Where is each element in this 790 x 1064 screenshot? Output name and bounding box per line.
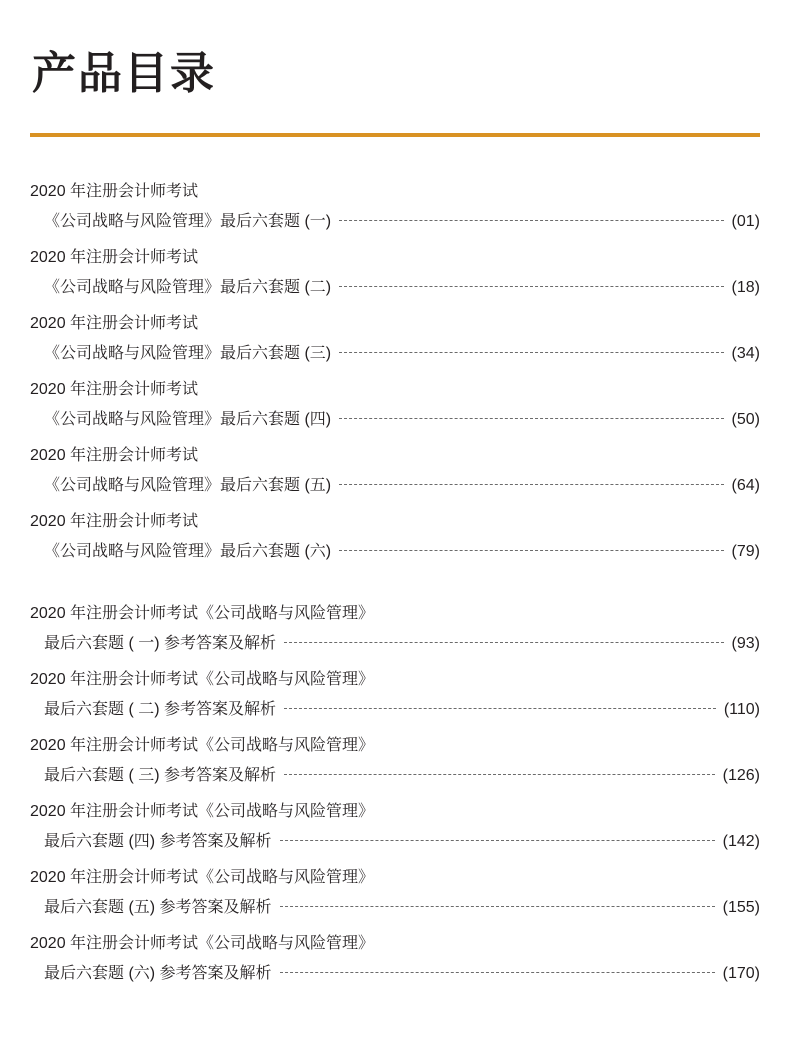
toc-entry[interactable] bbox=[30, 863, 760, 923]
toc-group-answer-keys bbox=[30, 599, 760, 989]
toc-entry-line1: 2020 年注册会计师考试 bbox=[30, 512, 199, 530]
toc-entry-line1: 2020 年注册会计师考试 bbox=[30, 182, 199, 200]
toc-entry[interactable] bbox=[30, 731, 760, 791]
toc-entry-line2 bbox=[30, 695, 760, 725]
toc-leader-dots bbox=[339, 483, 723, 485]
toc-page-number: (110) bbox=[723, 700, 760, 718]
toc-entry-line1: 2020 年注册会计师考试《公司战略与风险管理》 bbox=[30, 736, 375, 754]
toc-group-exam-papers bbox=[30, 177, 760, 567]
toc-entry-line1: 2020 年注册会计师考试《公司战略与风险管理》 bbox=[30, 604, 375, 622]
toc-entry[interactable] bbox=[30, 665, 760, 725]
toc-page-number: (93) bbox=[731, 634, 760, 652]
toc-entry-line1: 2020 年注册会计师考试《公司战略与风险管理》 bbox=[30, 868, 375, 886]
toc-entry-line1: 2020 年注册会计师考试 bbox=[30, 248, 199, 266]
toc-entry-line1: 2020 年注册会计师考试 bbox=[30, 446, 199, 464]
toc-page-number: (64) bbox=[731, 476, 760, 494]
toc-entry[interactable] bbox=[30, 177, 760, 237]
toc-entry-line2 bbox=[30, 207, 760, 237]
toc-leader-dots bbox=[284, 641, 724, 643]
toc-entry-line2 bbox=[30, 827, 760, 857]
toc-leader-dots bbox=[339, 549, 723, 551]
toc-entry-label: 《公司战略与风险管理》最后六套题 (一) bbox=[44, 212, 332, 230]
toc-entry-line2 bbox=[30, 629, 760, 659]
toc-leader-dots bbox=[280, 971, 715, 973]
toc-page-number: (34) bbox=[731, 344, 760, 362]
toc-page-number: (01) bbox=[731, 212, 760, 230]
toc-entry-line2 bbox=[30, 471, 760, 501]
toc-entry-label: 最后六套题 (五) 参考答案及解析 bbox=[44, 898, 272, 916]
toc-leader-dots bbox=[339, 351, 723, 353]
toc-entry-label: 最后六套题 (四) 参考答案及解析 bbox=[44, 832, 272, 850]
toc-entry-line2 bbox=[30, 959, 760, 989]
toc-entry-line2 bbox=[30, 761, 760, 791]
toc-entry-label: 最后六套题 ( 一) 参考答案及解析 bbox=[44, 634, 276, 652]
toc-entry[interactable] bbox=[30, 309, 760, 369]
toc-entry[interactable] bbox=[30, 929, 760, 989]
toc-entry[interactable] bbox=[30, 507, 760, 567]
toc-page-number: (142) bbox=[722, 832, 760, 850]
toc-leader-dots bbox=[339, 417, 723, 419]
page-title: 产品目录 bbox=[32, 49, 216, 98]
toc-page-number: (18) bbox=[731, 278, 760, 296]
toc-leader-dots bbox=[339, 285, 723, 287]
toc-entry-line2 bbox=[30, 537, 760, 567]
toc-entry-line2 bbox=[30, 405, 760, 435]
toc-group-separator bbox=[30, 573, 760, 599]
toc-entry-label: 最后六套题 (六) 参考答案及解析 bbox=[44, 964, 272, 982]
toc-entry-line2 bbox=[30, 893, 760, 923]
toc-leader-dots bbox=[339, 219, 723, 221]
toc-page-number: (50) bbox=[731, 410, 760, 428]
toc-entry-line1: 2020 年注册会计师考试 bbox=[30, 314, 199, 332]
toc-entry-label: 《公司战略与风险管理》最后六套题 (六) bbox=[44, 542, 332, 560]
toc-page-number: (170) bbox=[722, 964, 760, 982]
toc-entry-line1: 2020 年注册会计师考试 bbox=[30, 380, 199, 398]
toc-entry-line1: 2020 年注册会计师考试《公司战略与风险管理》 bbox=[30, 934, 375, 952]
toc-entry-line2 bbox=[30, 339, 760, 369]
toc-entry[interactable] bbox=[30, 599, 760, 659]
table-of-contents bbox=[30, 177, 760, 989]
toc-leader-dots bbox=[280, 905, 715, 907]
toc-entry[interactable] bbox=[30, 797, 760, 857]
toc-entry-label: 《公司战略与风险管理》最后六套题 (五) bbox=[44, 476, 332, 494]
toc-page-number: (155) bbox=[722, 898, 760, 916]
toc-leader-dots bbox=[284, 773, 715, 775]
toc-page-number: (126) bbox=[722, 766, 760, 784]
toc-entry-label: 《公司战略与风险管理》最后六套题 (三) bbox=[44, 344, 332, 362]
toc-entry[interactable] bbox=[30, 441, 760, 501]
toc-entry[interactable] bbox=[30, 243, 760, 303]
toc-entry-line2 bbox=[30, 273, 760, 303]
toc-entry-label: 《公司战略与风险管理》最后六套题 (二) bbox=[44, 278, 332, 296]
toc-entry-label: 最后六套题 ( 三) 参考答案及解析 bbox=[44, 766, 276, 784]
toc-entry-label: 《公司战略与风险管理》最后六套题 (四) bbox=[44, 410, 332, 428]
toc-leader-dots bbox=[284, 707, 716, 709]
toc-entry[interactable] bbox=[30, 375, 760, 435]
title-divider bbox=[30, 133, 760, 137]
toc-leader-dots bbox=[280, 839, 715, 841]
toc-page-number: (79) bbox=[731, 542, 760, 560]
toc-entry-label: 最后六套题 ( 二) 参考答案及解析 bbox=[44, 700, 276, 718]
toc-entry-line1: 2020 年注册会计师考试《公司战略与风险管理》 bbox=[30, 670, 375, 688]
toc-entry-line1: 2020 年注册会计师考试《公司战略与风险管理》 bbox=[30, 802, 375, 820]
